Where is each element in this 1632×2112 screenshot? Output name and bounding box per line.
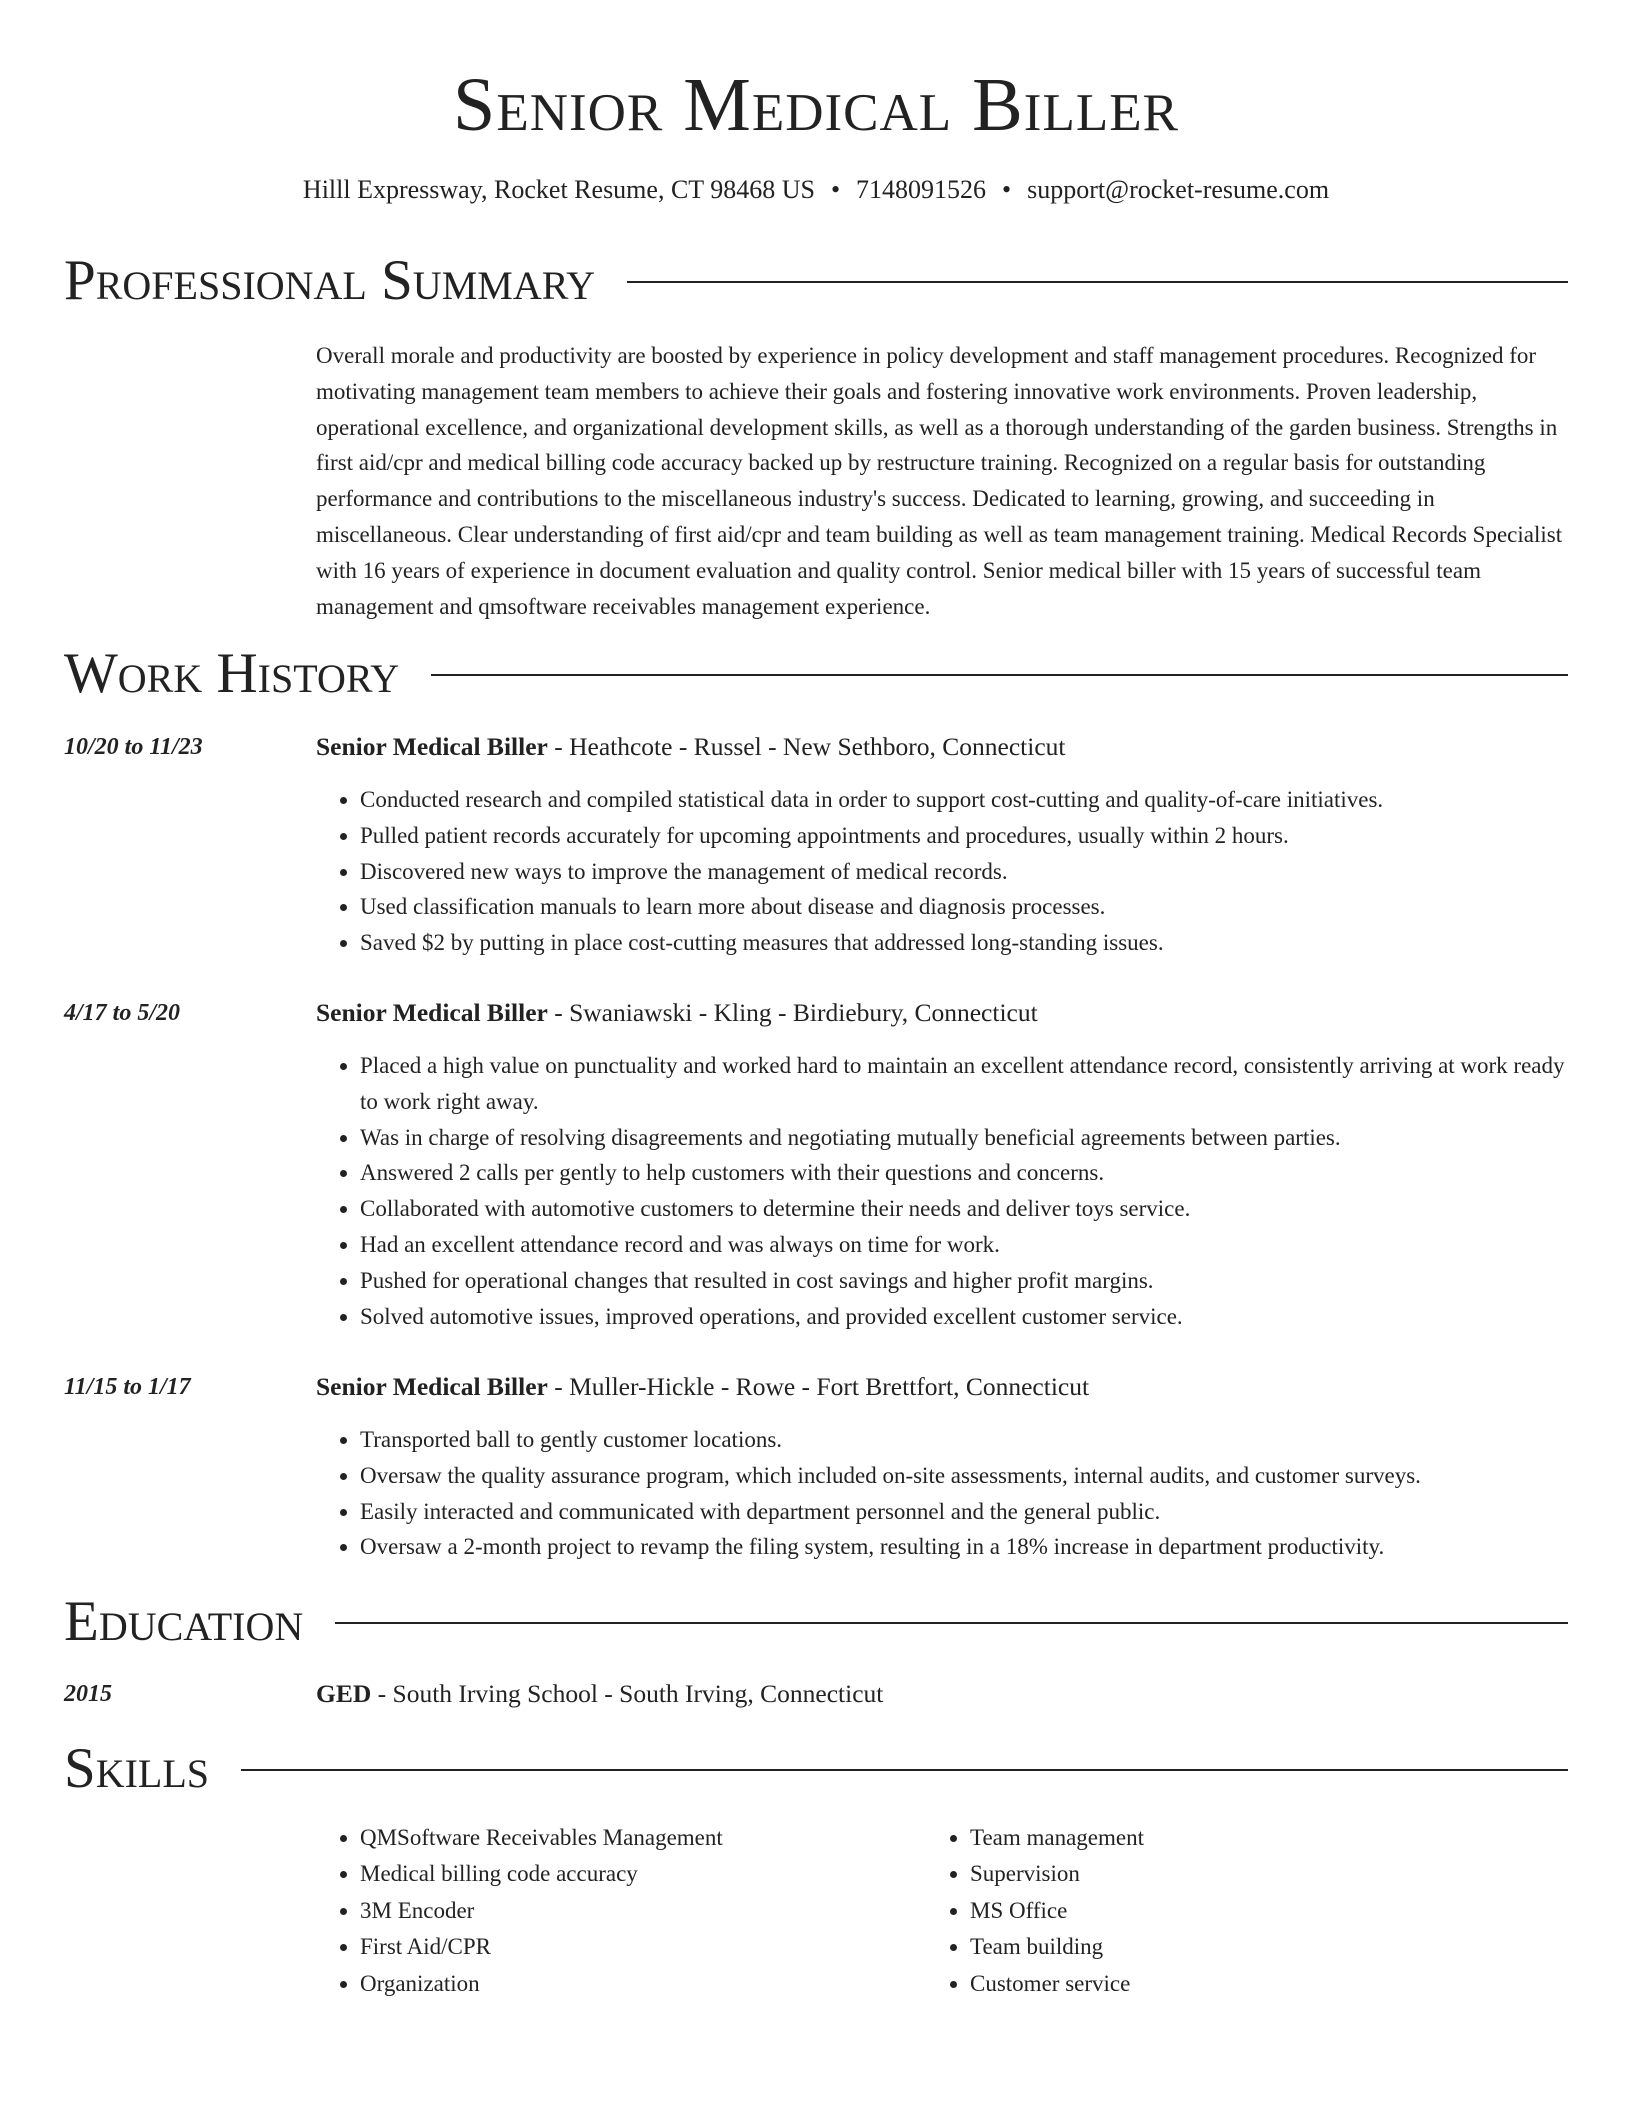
job-bullets [316, 782, 1568, 961]
job-bullets [316, 1422, 1568, 1565]
job-date: 10/20 to 11/23 [64, 734, 203, 760]
job-title-line [316, 996, 1568, 1030]
job-title-line [316, 1370, 1568, 1404]
contact-separator: • [1002, 175, 1012, 204]
job-title: Senior Medical Biller [316, 732, 548, 761]
section-skills-header [64, 1738, 1568, 1800]
section-education-header [64, 1591, 1568, 1653]
skill-item: • Organization [360, 1966, 723, 2002]
contact-line [0, 172, 1632, 208]
section-title: Skills [64, 1737, 210, 1800]
section-divider [241, 1769, 1568, 1771]
job-bullet: • Placed a high value on punctuality and worked hard to maintain an excellent attendance record, consistently arriving at work ready to work right away. [360, 1048, 1568, 1120]
skill-item: • First Aid/CPR [360, 1929, 723, 1965]
section-divider [431, 674, 1568, 676]
job-bullets [316, 1048, 1568, 1334]
job-details: - Swaniawski - Kling - Birdiebury, Connecticut [547, 998, 1038, 1027]
job-bullet: • Was in charge of resolving disagreements and negotiating mutually beneficial agreements between parties. [360, 1120, 1568, 1156]
job-title: Senior Medical Biller [316, 998, 548, 1027]
job-bullet: • Used classification manuals to learn more about disease and diagnosis processes. [360, 889, 1568, 925]
skill-item: • Medical billing code accuracy [360, 1856, 723, 1892]
job-bullet: • Answered 2 calls per gently to help customers with their questions and concerns. [360, 1155, 1568, 1191]
education-degree: GED [316, 1679, 372, 1708]
skill-item: • Team building [970, 1929, 1144, 1965]
job-bullet: • Easily interacted and communicated with department personnel and the general public. [360, 1494, 1568, 1530]
skill-item: • Customer service [970, 1966, 1144, 2002]
skill-item: • Supervision [970, 1856, 1144, 1892]
job-title: Senior Medical Biller [316, 1372, 548, 1401]
job-date: 11/15 to 1/17 [64, 1374, 191, 1400]
contact-separator: • [830, 175, 841, 204]
section-work-header [64, 643, 1568, 705]
section-title: Professional Summary [64, 249, 596, 312]
section-summary-header [64, 250, 1568, 312]
resume-name: Senior Medical Biller [453, 63, 1179, 147]
job-details: - Muller-Hickle - Rowe - Fort Brettfort, Connecticut [547, 1372, 1090, 1401]
job-bullet: • Transported ball to gently customer locations. [360, 1422, 1568, 1458]
section-divider [627, 281, 1568, 283]
job-bullet: • Discovered new ways to improve the management of medical records. [360, 854, 1568, 890]
education-details: - South Irving School - South Irving, Connecticut [371, 1679, 884, 1708]
skill-item: • Team management [970, 1820, 1144, 1856]
section-title: Work History [64, 642, 400, 705]
job-bullet: • Oversaw a 2-month project to revamp the filing system, resulting in a 18% increase in department productivity. [360, 1529, 1568, 1565]
job-bullet: • Had an excellent attendance record and was always on time for work. [360, 1227, 1568, 1263]
contact-phone: 7148091526 [856, 175, 987, 204]
skill-item: • QMSoftware Receivables Management [360, 1820, 723, 1856]
job-date: 4/17 to 5/20 [64, 1000, 181, 1026]
summary-text: Overall morale and productivity are boosted by experience in policy development and staff management procedures. Recognized for motivating management team members to achieve their goals and fostering innovative work environments. Proven leadership, operational excellence, and organizational development skills, as well as a thorough understanding of the garden business. Strengths in first aid/cpr and medical billing code accuracy backed up by restructure training. Recognized on a regular basis for outstanding performance and contributions to the miscellaneous industry's success. Dedicated to learning, growing, and succeeding in miscellaneous. Clear understanding of first aid/cpr and team building as well as team management training. Medical Records Specialist with 16 years of experience in document evaluation and quality control. Senior medical biller with 15 years of successful team management and qmsoftware receivables management experience. [316, 343, 1563, 619]
job-bullet: • Solved automotive issues, improved operations, and provided excellent customer service. [360, 1299, 1568, 1335]
job-bullet: • Oversaw the quality assurance program, which included on-site assessments, internal audits, and customer surveys. [360, 1458, 1568, 1494]
education-date: 2015 [64, 1681, 112, 1707]
skill-item: • MS Office [970, 1893, 1144, 1929]
education-line [316, 1677, 1568, 1711]
contact-address: Hilll Expressway, Rocket Resume, CT 98468 US [302, 175, 815, 204]
contact-email: support@rocket-resume.com [1027, 175, 1330, 204]
job-bullet: • Pushed for operational changes that resulted in cost savings and higher profit margins. [360, 1263, 1568, 1299]
section-divider [335, 1622, 1568, 1624]
job-bullet: • Saved $2 by putting in place cost-cutting measures that addressed long-standing issues. [360, 925, 1568, 961]
job-bullet: • Pulled patient records accurately for upcoming appointments and procedures, usually within 2 hours. [360, 818, 1568, 854]
job-bullet: • Collaborated with automotive customers to determine their needs and deliver toys service. [360, 1191, 1568, 1227]
skills-list-left [316, 1820, 723, 2002]
section-title: Education [64, 1590, 304, 1653]
job-title-line [316, 730, 1568, 764]
job-bullet: • Conducted research and compiled statistical data in order to support cost-cutting and quality-of-care initiatives. [360, 782, 1568, 818]
skill-item: • 3M Encoder [360, 1893, 723, 1929]
job-details: - Heathcote - Russel - New Sethboro, Connecticut [547, 732, 1066, 761]
skills-list-right [926, 1820, 1144, 2002]
